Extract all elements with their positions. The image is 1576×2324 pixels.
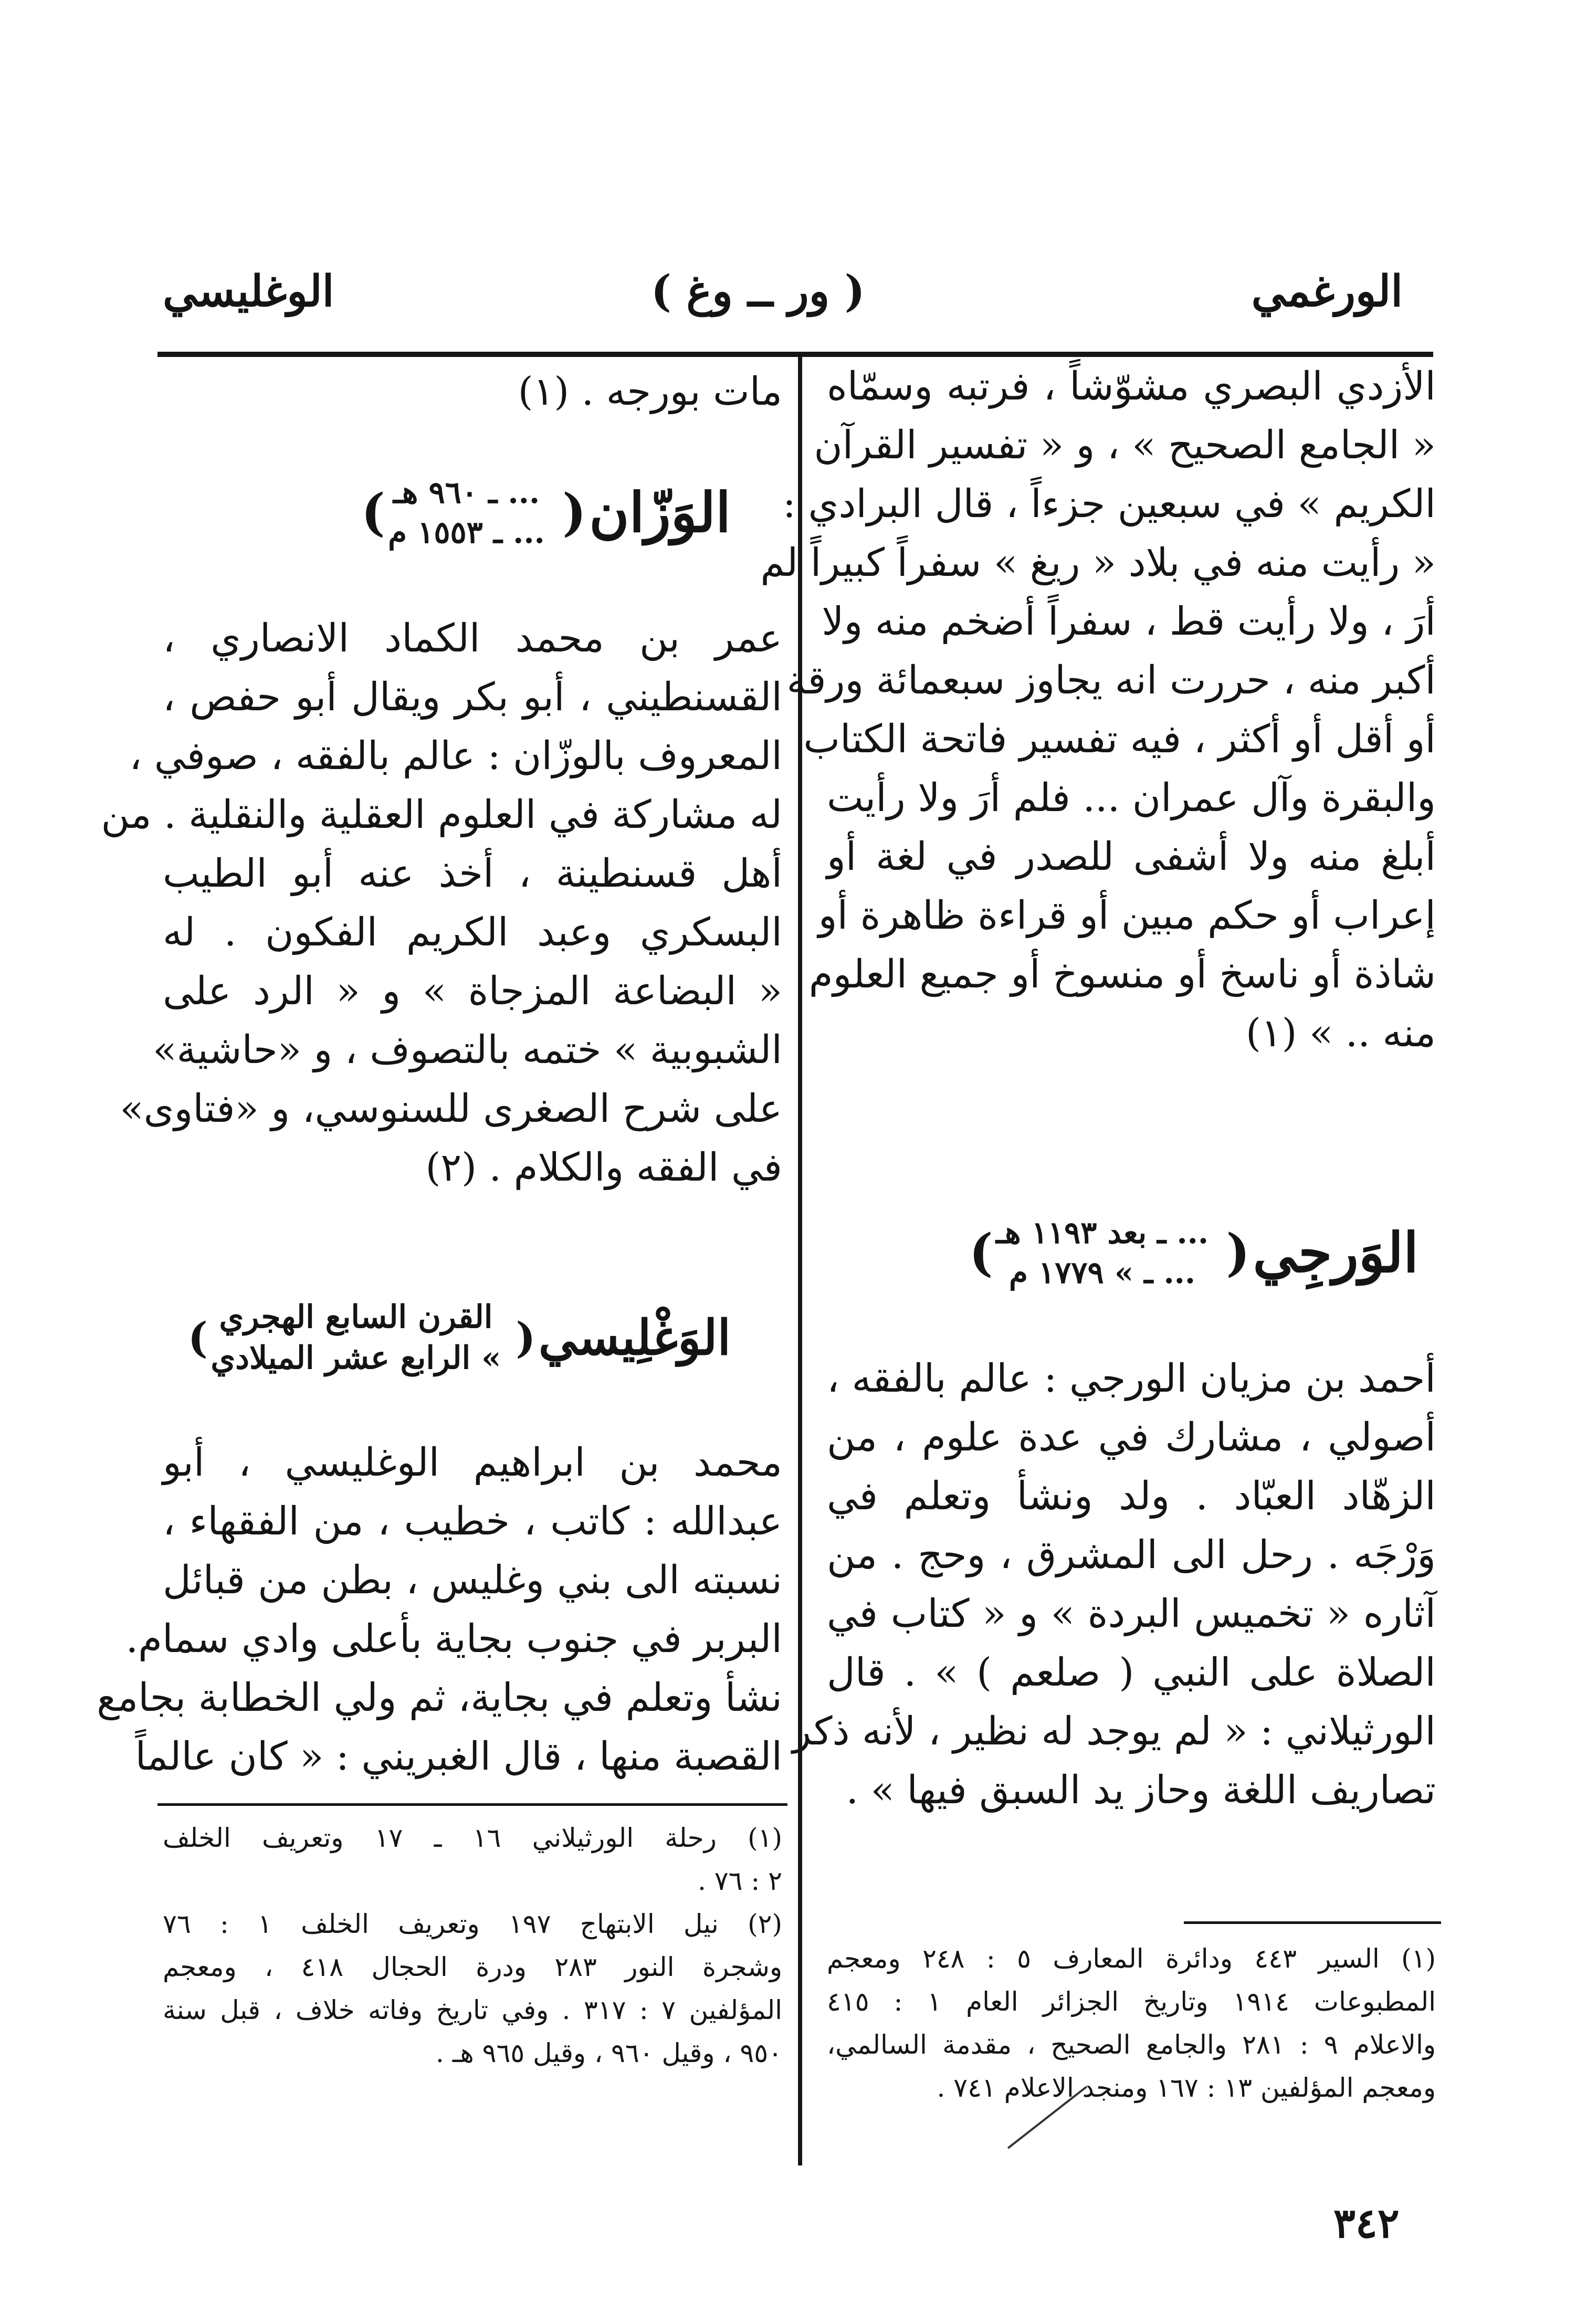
entry-name: الوَزّان	[589, 480, 731, 545]
text-line: محمد بن ابراهيم الوغليسي ، أبو	[163, 1440, 782, 1485]
text-line: تصاريف اللغة وحاز يد السبق فيها » .	[846, 1768, 1436, 1813]
entry-heading-warji: الوَرجِي ( ... ـ بعد ١١٩٣ هـ ... ـ » ١٧٧٩ م )	[969, 1213, 1419, 1292]
header-rule	[157, 352, 1433, 357]
footnote-line: (١) السير ٤٤٣ ودائرة المعارف ٥ : ٢٤٨ ومعجم	[827, 1943, 1436, 1974]
century-miladi: » الرابع عشر الميلادي	[211, 1340, 501, 1376]
footnotes-right	[827, 1937, 1436, 2109]
text-line: والبقرة وآل عمران ... فلم أرَ ولا رأيت	[827, 775, 1436, 821]
text-line: الشبوبية » ختمه بالتصوف ، و «حاشية»	[153, 1027, 782, 1072]
footnote-line: ٩٥٠ ، وقيل ٩٦٠ ، وقيل ٩٦٥ هـ .	[435, 2038, 782, 2068]
text-line: عمر بن محمد الكماد الانصاري ،	[163, 616, 782, 661]
text-line: شاذة أو ناسخ أو منسوخ أو جميع العلوم	[808, 952, 1436, 997]
entry-body-wazzan	[101, 609, 782, 1197]
text-line: القصبة منها ، قال الغبريني : « كان عالماً	[135, 1734, 782, 1779]
left-column-top	[163, 362, 782, 421]
date-hijri: ... ـ بعد ١١٩٣ هـ	[995, 1215, 1209, 1250]
footnote-rule-right	[1184, 1921, 1441, 1924]
text-line: أرَ ، ولا رأيت قط ، سفراً أضخم منه ولا	[822, 599, 1436, 644]
text-line: أصولي ، مشارك في عدة علوم ، من	[827, 1415, 1436, 1460]
text-line: الصلاة على النبي ( صلعم ) » . قال	[827, 1650, 1436, 1695]
text-line: إعراب أو حكم مبين أو قراءة ظاهرة أو	[818, 893, 1436, 938]
text-line: وَرْجَه . رحل الى المشرق ، وحج . من	[827, 1532, 1436, 1578]
footnote-line: المؤلفين ٧ : ٣١٧ . وفي تاريخ وفاته خلاف ، قبل سنة	[163, 1995, 782, 2025]
header-right-word: الورغمي	[1251, 266, 1403, 317]
footnote-line: (١) رحلة الورثيلاني ١٦ ـ ١٧ وتعريف الخلف	[163, 1823, 782, 1853]
text-line: الورثيلاني : « لم يوجد له نظير ، لأنه ذكر	[792, 1709, 1436, 1754]
column-divider	[798, 357, 802, 2165]
text-line: له مشاركة في العلوم العقلية والنقلية . من	[101, 792, 782, 837]
text-line: المعروف بالوزّان : عالم بالفقه ، صوفي ،	[129, 733, 782, 779]
text-line: الكريم » في سبعين جزءاً ، قال البرادي :	[783, 481, 1436, 527]
footnote-line: (٢) نيل الابتهاج ١٩٧ وتعريف الخلف ١ : ٧٦	[163, 1909, 782, 1939]
text-line: أبلغ منه ولا أشفى للصدر في لغة أو	[827, 834, 1436, 879]
footnote-line: المطبوعات ١٩١٤ وتاريخ الجزائر العام ١ : ٤١٥	[827, 1986, 1436, 2017]
text-line: منه .. » (١)	[1245, 1011, 1436, 1056]
footnote-rule-left	[157, 1803, 787, 1806]
footnote-line: ٢ : ٧٦ .	[697, 1866, 782, 1896]
text-line: نسبته الى بني وغليس ، بطن من قبائل	[163, 1558, 782, 1603]
text-line: أهل قسنطينة ، أخذ عنه أبو الطيب	[163, 851, 782, 896]
footnotes-left	[163, 1816, 782, 2075]
text-line: نشأ وتعلم في بجاية، ثم ولي الخطابة بجامع	[97, 1675, 782, 1720]
entry-dates	[996, 1213, 1209, 1292]
entry-body-waghlisi	[97, 1433, 782, 1786]
text-line: الأزدي البصري مشوّشاً ، فرتبه وسمّاه	[827, 364, 1436, 409]
date-miladi: ... ـ ١٥٥٣ م	[388, 514, 545, 550]
century-hijri: القرن السابع الهجري	[219, 1299, 493, 1335]
page-number: ٣٤٢	[1333, 2200, 1400, 2247]
text-line: القسنطيني ، أبو بكر ويقال أبو حفص ،	[163, 675, 782, 720]
text-line: أحمد بن مزيان الورجي : عالم بالفقه ،	[827, 1356, 1436, 1401]
text-line: آثاره « تخميس البردة » و « كتاب في	[827, 1591, 1436, 1636]
footnote-line: وشجرة النور ٢٨٣ ودرة الحجال ٤١٨ ، ومعجم	[163, 1952, 782, 1982]
header-center-range: ( ور ــ وغ )	[651, 266, 865, 317]
date-miladi: ... ـ » ١٧٧٩ م	[1008, 1255, 1196, 1290]
entry-heading-waghlisi: الوَغْلِيسي ( القرن السابع الهجري » الرابع عشر الميلادي )	[188, 1297, 731, 1379]
text-line: في الفقه والكلام . (٢)	[425, 1145, 782, 1190]
entry-name: الوَرجِي	[1253, 1220, 1419, 1285]
footnote-line: والاعلام ٩ : ٢٨١ والجامع الصحيح ، مقدمة السالمي،	[827, 2029, 1436, 2060]
text-line: « الجامع الصحيح » ، و « تفسير القرآن	[814, 423, 1436, 468]
entry-body-warji	[792, 1349, 1436, 1820]
text-line: « البضاعة المزجاة » و « الرد على	[163, 969, 782, 1014]
text-line: البربر في جنوب بجاية بأعلى وادي سمام.	[125, 1616, 782, 1661]
entry-heading-wazzan: الوَزّان ( ... ـ ٩٦٠ هـ ... ـ ١٥٥٣ م )	[361, 472, 731, 552]
right-column-continuation	[760, 357, 1436, 1063]
header-left-word: الوغليسي	[163, 266, 334, 317]
footnote-line: ومعجم المؤلفين ١٣ : ١٦٧ ومنجد الاعلام ٧٤١ .	[937, 2073, 1436, 2103]
date-hijri: ... ـ ٩٦٠ هـ	[393, 475, 540, 510]
text-line: على شرح الصغرى للسنوسي، و «فتاوى»	[120, 1086, 782, 1131]
entry-century	[211, 1297, 501, 1379]
text-line: أكبر منه ، حررت انه يجاوز سبعمائة ورقة	[786, 658, 1436, 703]
text-line: الزهّاد العبّاد . ولد ونشأ وتعلم في	[827, 1474, 1436, 1519]
text-line: عبدالله : كاتب ، خطيب ، من الفقهاء ،	[163, 1499, 782, 1544]
entry-name: الوَغْلِيسي	[538, 1309, 731, 1366]
text-line: « رأيت منه في بلاد « ريغ » سفراً كبيراً لم	[760, 540, 1436, 585]
entry-dates	[388, 472, 545, 552]
text-line: أو أقل أو أكثر ، فيه تفسير فاتحة الكتاب	[803, 717, 1436, 762]
text-line: مات بورجه . (١)	[518, 369, 782, 414]
text-line: البسكري وعبد الكريم الفكون . له	[163, 910, 782, 955]
